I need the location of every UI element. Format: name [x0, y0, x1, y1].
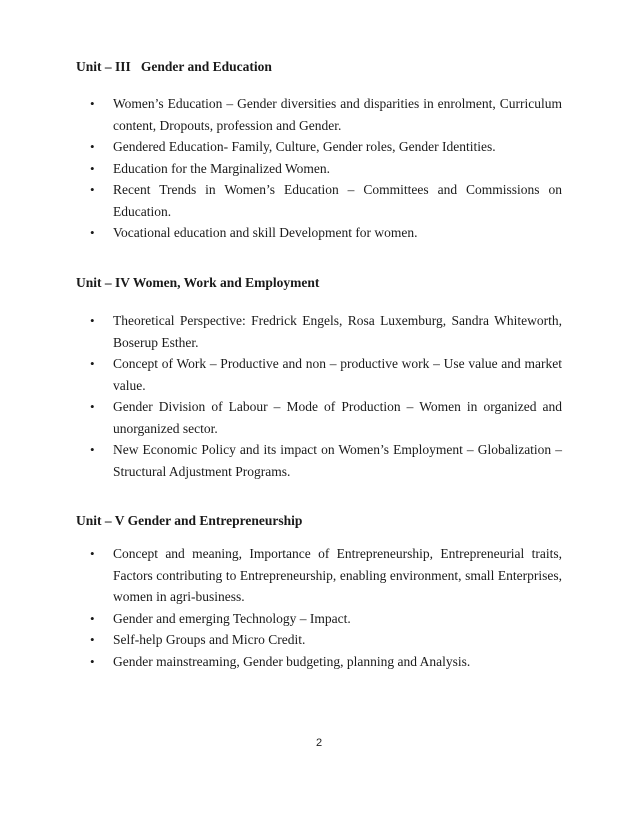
list-item: • Women’s Education – Gender diversities and disparities in enrolment, Curriculum content, Dropouts, profession and Gender. [0, 93, 638, 136]
list-item: • Concept and meaning, Importance of Entrepreneurship, Entrepreneurial traits, Factors contributing to Entrepreneurship, enabling environment, small Enterprises, women in agri-business. [0, 543, 638, 608]
list-item: • Concept of Work – Productive and non – productive work – Use value and market value. [0, 353, 638, 396]
unit-5-heading: Unit – V Gender and Entrepreneurship [76, 513, 303, 528]
list-item: • New Economic Policy and its impact on Women’s Employment – Globalization – Structural Adjustment Programs. [0, 439, 638, 482]
list-item: • Gender and emerging Technology – Impact. [0, 608, 638, 630]
list-item: • Recent Trends in Women’s Education – Committees and Commissions on Education. [0, 179, 638, 222]
list-item: • Gendered Education- Family, Culture, Gender roles, Gender Identities. [0, 136, 638, 158]
page-number: 2 [315, 737, 323, 749]
list-item: • Self-help Groups and Micro Credit. [0, 629, 638, 651]
list-item: • Gender mainstreaming, Gender budgeting, planning and Analysis. [0, 651, 638, 673]
unit-3-list [0, 93, 638, 244]
list-item: • Gender Division of Labour – Mode of Production – Women in organized and unorganized sector. [0, 396, 638, 439]
unit-4-list [0, 310, 638, 482]
unit-3-heading: Unit – III Gender and Education [76, 59, 272, 74]
unit-4-heading: Unit – IV Women, Work and Employment [76, 275, 320, 290]
list-item: • Education for the Marginalized Women. [0, 158, 638, 180]
list-item: • Theoretical Perspective: Fredrick Engels, Rosa Luxemburg, Sandra Whiteworth, Boserup Esther. [0, 310, 638, 353]
unit-5-list [0, 543, 638, 672]
list-item: • Vocational education and skill Development for women. [0, 222, 638, 244]
